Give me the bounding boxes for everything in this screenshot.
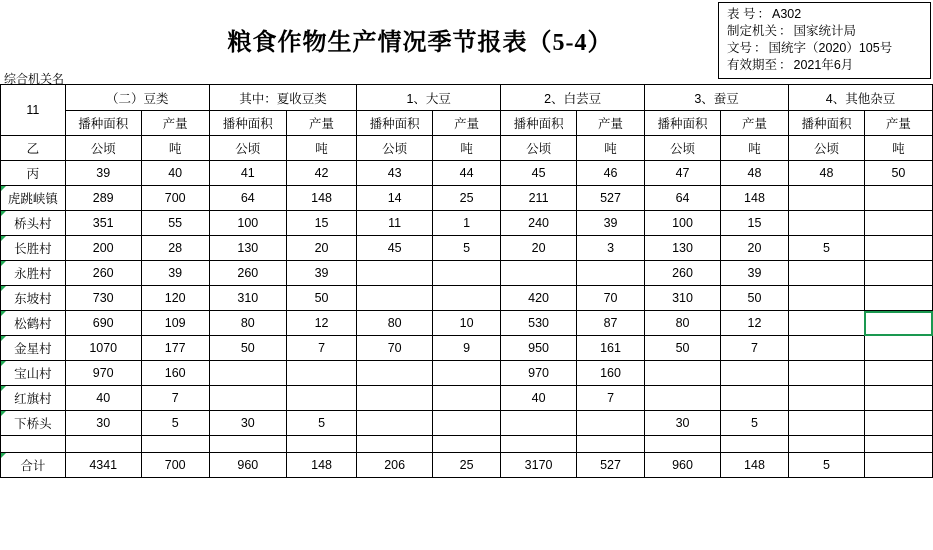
- code-output-5[interactable]: 50: [864, 161, 932, 186]
- cell[interactable]: 240: [501, 211, 577, 236]
- cell[interactable]: 30: [645, 411, 721, 436]
- cell[interactable]: 100: [645, 211, 721, 236]
- cell[interactable]: 80: [357, 311, 433, 336]
- cell[interactable]: 64: [209, 186, 286, 211]
- subheader-area-4[interactable]: 播种面积: [645, 111, 721, 136]
- cell[interactable]: 3: [577, 236, 645, 261]
- cell[interactable]: 530: [501, 311, 577, 336]
- cell[interactable]: 310: [209, 286, 286, 311]
- cell[interactable]: 177: [141, 336, 209, 361]
- cell[interactable]: 160: [577, 361, 645, 386]
- cell[interactable]: 3170: [501, 453, 577, 478]
- cell[interactable]: 70: [577, 286, 645, 311]
- cell[interactable]: 960: [645, 453, 721, 478]
- table-row[interactable]: [1, 361, 933, 386]
- cell[interactable]: 351: [65, 211, 141, 236]
- meta-label: 文号: [727, 41, 753, 55]
- code-output-2[interactable]: 44: [433, 161, 501, 186]
- selected-cell[interactable]: [864, 311, 932, 336]
- cell[interactable]: [864, 386, 932, 411]
- cell[interactable]: 130: [645, 236, 721, 261]
- cell[interactable]: [286, 361, 356, 386]
- code-area-3[interactable]: 45: [501, 161, 577, 186]
- cell[interactable]: 40: [65, 386, 141, 411]
- code-output-0[interactable]: 40: [141, 161, 209, 186]
- cell[interactable]: 7: [577, 386, 645, 411]
- meta-label: 表 号: [727, 7, 756, 21]
- table-row[interactable]: [1, 311, 933, 336]
- cell[interactable]: [789, 336, 865, 361]
- meta-separator: ：: [757, 7, 770, 21]
- cell[interactable]: [789, 311, 865, 336]
- group-header-candou[interactable]: 3、蚕豆: [645, 85, 789, 111]
- unit-output-3[interactable]: 吨: [577, 136, 645, 161]
- cell[interactable]: 527: [577, 186, 645, 211]
- code-area-0[interactable]: 39: [65, 161, 141, 186]
- cell[interactable]: 690: [65, 311, 141, 336]
- cell[interactable]: [577, 436, 645, 453]
- cell[interactable]: [789, 436, 865, 453]
- meta-row-form-number: [727, 6, 924, 23]
- table-row[interactable]: [1, 286, 933, 311]
- cell[interactable]: 120: [141, 286, 209, 311]
- cell[interactable]: 50: [720, 286, 788, 311]
- cell[interactable]: [209, 436, 286, 453]
- cell[interactable]: [209, 361, 286, 386]
- cell[interactable]: [357, 261, 433, 286]
- cell[interactable]: 39: [720, 261, 788, 286]
- subheader-area-0[interactable]: 播种面积: [65, 111, 141, 136]
- cell[interactable]: 289: [65, 186, 141, 211]
- cell[interactable]: 50: [286, 286, 356, 311]
- unit-area-3[interactable]: 公顷: [501, 136, 577, 161]
- cell[interactable]: 260: [65, 261, 141, 286]
- cell[interactable]: 161: [577, 336, 645, 361]
- meta-value: 国家统计局: [793, 24, 857, 38]
- cell[interactable]: [789, 286, 865, 311]
- meta-row-valid-until: [727, 57, 924, 74]
- meta-value: A302: [772, 7, 802, 21]
- meta-row-document-number: [727, 40, 924, 57]
- cell[interactable]: 420: [501, 286, 577, 311]
- cell[interactable]: 40: [501, 386, 577, 411]
- cell[interactable]: [357, 386, 433, 411]
- cell[interactable]: 148: [286, 453, 356, 478]
- meta-row-issuing-authority: [727, 23, 924, 40]
- cell[interactable]: 109: [141, 311, 209, 336]
- cell[interactable]: 148: [720, 453, 788, 478]
- row-label[interactable]: 永胜村: [1, 261, 66, 286]
- row-label[interactable]: 红旗村: [1, 386, 66, 411]
- cell[interactable]: 160: [141, 361, 209, 386]
- cell[interactable]: [789, 211, 865, 236]
- row-label[interactable]: 东坡村: [1, 286, 66, 311]
- cell[interactable]: [789, 361, 865, 386]
- row-label-total[interactable]: 合计: [1, 453, 66, 478]
- cell[interactable]: [501, 261, 577, 286]
- cell[interactable]: 5: [433, 236, 501, 261]
- cell[interactable]: 10: [433, 311, 501, 336]
- cell[interactable]: [864, 336, 932, 361]
- code-area-5[interactable]: 48: [789, 161, 865, 186]
- cell[interactable]: [864, 436, 932, 453]
- cell[interactable]: 970: [65, 361, 141, 386]
- cell[interactable]: 260: [209, 261, 286, 286]
- code-row-label[interactable]: 丙: [1, 161, 66, 186]
- cell[interactable]: 4341: [65, 453, 141, 478]
- cell[interactable]: 55: [141, 211, 209, 236]
- cell[interactable]: [645, 436, 721, 453]
- table-unit-row: [1, 136, 933, 161]
- cell[interactable]: 87: [577, 311, 645, 336]
- subheader-output-5[interactable]: 产量: [864, 111, 932, 136]
- cell[interactable]: 25: [433, 453, 501, 478]
- group-header-baiyundou[interactable]: 2、白芸豆: [501, 85, 645, 111]
- cell[interactable]: [433, 436, 501, 453]
- cell[interactable]: [789, 186, 865, 211]
- unit-area-2[interactable]: 公顷: [357, 136, 433, 161]
- cell[interactable]: 5: [789, 236, 865, 261]
- group-header-xiashoudoulei[interactable]: 其中：夏收豆类: [209, 85, 356, 111]
- unit-row-label[interactable]: 乙: [1, 136, 66, 161]
- cell[interactable]: 70: [357, 336, 433, 361]
- cell[interactable]: [864, 236, 932, 261]
- meta-label: 制定机关: [727, 24, 778, 38]
- report-table[interactable]: [0, 84, 933, 478]
- subheader-area-5[interactable]: 播种面积: [789, 111, 865, 136]
- cell[interactable]: 148: [286, 186, 356, 211]
- table-row[interactable]: [1, 386, 933, 411]
- cell[interactable]: 30: [209, 411, 286, 436]
- cell[interactable]: 12: [286, 311, 356, 336]
- cell[interactable]: 100: [209, 211, 286, 236]
- row-label[interactable]: 金星村: [1, 336, 66, 361]
- cell[interactable]: 5: [789, 453, 865, 478]
- cell[interactable]: [286, 436, 356, 453]
- table-corner-cell[interactable]: 11: [1, 85, 66, 136]
- cell[interactable]: 14: [357, 186, 433, 211]
- group-header-dadou[interactable]: 1、大豆: [357, 85, 501, 111]
- cell[interactable]: [864, 361, 932, 386]
- cell[interactable]: 50: [209, 336, 286, 361]
- cell[interactable]: [433, 361, 501, 386]
- group-header-qitazadou[interactable]: 4、其他杂豆: [789, 85, 933, 111]
- unit-output-1[interactable]: 吨: [286, 136, 356, 161]
- cell[interactable]: [789, 261, 865, 286]
- unit-area-4[interactable]: 公顷: [645, 136, 721, 161]
- row-label[interactable]: 长胜村: [1, 236, 66, 261]
- cell[interactable]: [645, 361, 721, 386]
- unit-area-1[interactable]: 公顷: [209, 136, 286, 161]
- cell[interactable]: 700: [141, 453, 209, 478]
- cell[interactable]: [141, 436, 209, 453]
- cell[interactable]: 28: [141, 236, 209, 261]
- meta-value: 2021年6月: [793, 58, 854, 72]
- subheader-output-1[interactable]: 产量: [286, 111, 356, 136]
- cell[interactable]: [357, 411, 433, 436]
- unit-output-2[interactable]: 吨: [433, 136, 501, 161]
- cell[interactable]: 260: [645, 261, 721, 286]
- cell[interactable]: 15: [286, 211, 356, 236]
- table-row[interactable]: [1, 211, 933, 236]
- meta-separator: ：: [779, 24, 792, 38]
- cell[interactable]: 700: [141, 186, 209, 211]
- cell[interactable]: [577, 261, 645, 286]
- cell[interactable]: [501, 411, 577, 436]
- subheader-output-2[interactable]: 产量: [433, 111, 501, 136]
- cell[interactable]: [864, 186, 932, 211]
- cell[interactable]: 206: [357, 453, 433, 478]
- cell[interactable]: [789, 386, 865, 411]
- cell[interactable]: 527: [577, 453, 645, 478]
- cell[interactable]: 148: [720, 186, 788, 211]
- table-row-blank[interactable]: [1, 436, 933, 453]
- code-output-1[interactable]: 42: [286, 161, 356, 186]
- cell[interactable]: 1: [433, 211, 501, 236]
- cell[interactable]: 960: [209, 453, 286, 478]
- cell[interactable]: 130: [209, 236, 286, 261]
- table-row[interactable]: [1, 336, 933, 361]
- cell[interactable]: 64: [645, 186, 721, 211]
- code-area-4[interactable]: 47: [645, 161, 721, 186]
- code-output-3[interactable]: 46: [577, 161, 645, 186]
- organization-label: 综合机关名: [4, 72, 65, 86]
- cell[interactable]: 200: [65, 236, 141, 261]
- unit-area-5[interactable]: 公顷: [789, 136, 865, 161]
- row-label[interactable]: [1, 436, 66, 453]
- cell[interactable]: [720, 361, 788, 386]
- cell[interactable]: 50: [645, 336, 721, 361]
- cell[interactable]: [433, 286, 501, 311]
- subheader-output-3[interactable]: 产量: [577, 111, 645, 136]
- subheader-area-2[interactable]: 播种面积: [357, 111, 433, 136]
- row-label[interactable]: 桥头村: [1, 211, 66, 236]
- cell[interactable]: 730: [65, 286, 141, 311]
- cell[interactable]: 12: [720, 311, 788, 336]
- cell[interactable]: [789, 411, 865, 436]
- cell[interactable]: 20: [286, 236, 356, 261]
- table-row[interactable]: [1, 186, 933, 211]
- cell[interactable]: [357, 361, 433, 386]
- cell[interactable]: [433, 386, 501, 411]
- cell[interactable]: 80: [209, 311, 286, 336]
- cell[interactable]: [209, 386, 286, 411]
- unit-output-5[interactable]: 吨: [864, 136, 932, 161]
- table-code-row: [1, 161, 933, 186]
- cell[interactable]: [864, 286, 932, 311]
- cell[interactable]: 20: [501, 236, 577, 261]
- cell[interactable]: 211: [501, 186, 577, 211]
- code-area-1[interactable]: 41: [209, 161, 286, 186]
- cell[interactable]: [864, 261, 932, 286]
- cell[interactable]: 7: [286, 336, 356, 361]
- cell[interactable]: 970: [501, 361, 577, 386]
- cell[interactable]: [577, 411, 645, 436]
- meta-value: 国统字（2020）105号: [768, 41, 893, 55]
- cell[interactable]: [864, 453, 932, 478]
- table-total-row[interactable]: [1, 453, 933, 478]
- row-label[interactable]: 宝山村: [1, 361, 66, 386]
- table-row[interactable]: [1, 236, 933, 261]
- page-title: 粮食作物生产情况季节报表（5-4）: [227, 30, 613, 56]
- cell[interactable]: 7: [141, 386, 209, 411]
- cell[interactable]: 39: [286, 261, 356, 286]
- form-meta-box: [718, 2, 931, 79]
- cell[interactable]: [433, 411, 501, 436]
- subheader-area-1[interactable]: 播种面积: [209, 111, 286, 136]
- subheader-output-0[interactable]: 产量: [141, 111, 209, 136]
- table-row[interactable]: [1, 261, 933, 286]
- unit-area-0[interactable]: 公顷: [65, 136, 141, 161]
- cell[interactable]: 9: [433, 336, 501, 361]
- cell[interactable]: [286, 386, 356, 411]
- cell[interactable]: 5: [141, 411, 209, 436]
- cell[interactable]: 39: [577, 211, 645, 236]
- cell[interactable]: 45: [357, 236, 433, 261]
- cell[interactable]: 20: [720, 236, 788, 261]
- cell[interactable]: 950: [501, 336, 577, 361]
- cell[interactable]: 1070: [65, 336, 141, 361]
- cell[interactable]: [501, 436, 577, 453]
- subheader-output-4[interactable]: 产量: [720, 111, 788, 136]
- cell[interactable]: 7: [720, 336, 788, 361]
- cell[interactable]: [357, 436, 433, 453]
- subheader-area-3[interactable]: 播种面积: [501, 111, 577, 136]
- code-output-4[interactable]: 48: [720, 161, 788, 186]
- cell[interactable]: 80: [645, 311, 721, 336]
- code-area-2[interactable]: 43: [357, 161, 433, 186]
- cell[interactable]: [864, 211, 932, 236]
- cell[interactable]: 39: [141, 261, 209, 286]
- meta-separator: ：: [779, 58, 792, 72]
- cell[interactable]: 5: [286, 411, 356, 436]
- group-header-doulei[interactable]: （二）豆类: [65, 85, 209, 111]
- cell[interactable]: 30: [65, 411, 141, 436]
- row-label[interactable]: 松鹤村: [1, 311, 66, 336]
- cell[interactable]: [864, 411, 932, 436]
- cell[interactable]: [720, 386, 788, 411]
- cell[interactable]: 25: [433, 186, 501, 211]
- row-label[interactable]: 下桥头: [1, 411, 66, 436]
- cell[interactable]: [645, 386, 721, 411]
- cell[interactable]: 310: [645, 286, 721, 311]
- table-group-header-row: [1, 85, 933, 111]
- cell[interactable]: [720, 436, 788, 453]
- table-subheader-row: [1, 111, 933, 136]
- unit-output-4[interactable]: 吨: [720, 136, 788, 161]
- table-row[interactable]: [1, 411, 933, 436]
- unit-output-0[interactable]: 吨: [141, 136, 209, 161]
- meta-label: 有效期至: [727, 58, 778, 72]
- cell[interactable]: 5: [720, 411, 788, 436]
- cell[interactable]: 15: [720, 211, 788, 236]
- cell[interactable]: [433, 261, 501, 286]
- meta-separator: ：: [754, 41, 767, 55]
- cell[interactable]: [357, 286, 433, 311]
- cell[interactable]: [65, 436, 141, 453]
- cell[interactable]: 11: [357, 211, 433, 236]
- row-label[interactable]: 虎跳峡镇: [1, 186, 66, 211]
